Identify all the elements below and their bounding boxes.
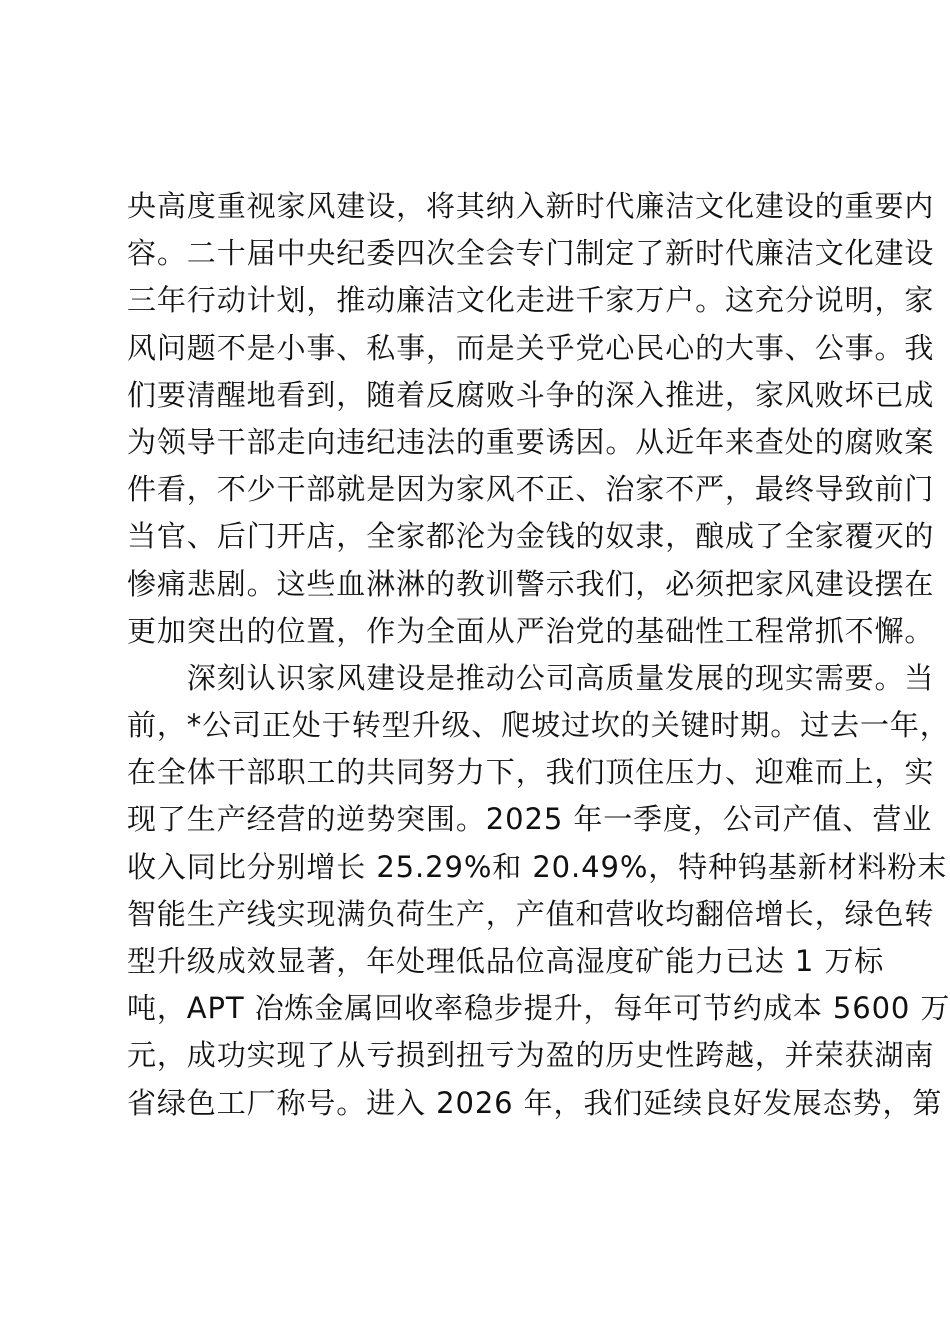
- text-line: 型升级成效显著，年处理低品位高湿度矿能力已达 1 万标: [127, 944, 885, 978]
- paragraph-family-style-importance: [127, 183, 935, 655]
- text-line: 元，成功实现了从亏损到扭亏为盈的历史性跨越，并荣获湖南: [127, 1038, 935, 1073]
- paragraph-company-development: [127, 655, 950, 1127]
- text-line: 深刻认识家风建设是推动公司高质量发展的现实需要。当: [127, 660, 935, 695]
- text-line: 央高度重视家风建设，将其纳入新时代廉洁文化建设的重要内: [127, 189, 935, 223]
- text-line: 容。二十届中央纪委四次全会专门制定了新时代廉洁文化建设: [127, 236, 935, 271]
- text-line: 更加突出的位置，作为全面从严治党的基础性工程常抓不懈。: [127, 613, 935, 648]
- text-line: 三年行动计划，推动廉洁文化走进千家万户。这充分说明，家: [127, 283, 935, 318]
- text-line: 在全体干部职工的共同努力下，我们顶住压力、迎难而上，实: [127, 755, 935, 790]
- text-line: 风问题不是小事、私事，而是关乎党心民心的大事、公事。我: [127, 330, 935, 365]
- text-line: 当官、后门开店，全家都沦为金钱的奴隶，酿成了全家覆灭的: [127, 519, 935, 554]
- text-line: 为领导干部走向违纪违法的重要诱因。从近年来查处的腐败案: [127, 424, 935, 459]
- text-line: 省绿色工厂称号。进入 2026 年，我们延续良好发展态势，第: [127, 1085, 943, 1120]
- text-line: 们要清醒地看到，随着反腐败斗争的深入推进，家风败坏已成: [127, 377, 935, 412]
- text-line: 智能生产线实现满负荷生产，产值和营收均翻倍增长，绿色转: [127, 896, 935, 931]
- text-line: 前，*公司正处于转型升级、爬坡过坎的关键时期。过去一年，: [127, 708, 950, 743]
- text-line: 惨痛悲剧。这些血淋淋的教训警示我们，必须把家风建设摆在: [127, 566, 935, 601]
- text-line: 吨，APT 冶炼金属回收率稳步提升，每年可节约成本 5600 万: [127, 991, 950, 1026]
- body-text: [127, 183, 950, 1127]
- text-line: 收入同比分别增长 25.29%和 20.49%，特种钨基新材料粉末: [127, 849, 948, 884]
- text-line: 现了生产经营的逆势突围。2025 年一季度，公司产值、营业: [127, 802, 933, 837]
- text-line: 件看，不少干部就是因为家风不正、治家不严，最终导致前门: [127, 472, 935, 507]
